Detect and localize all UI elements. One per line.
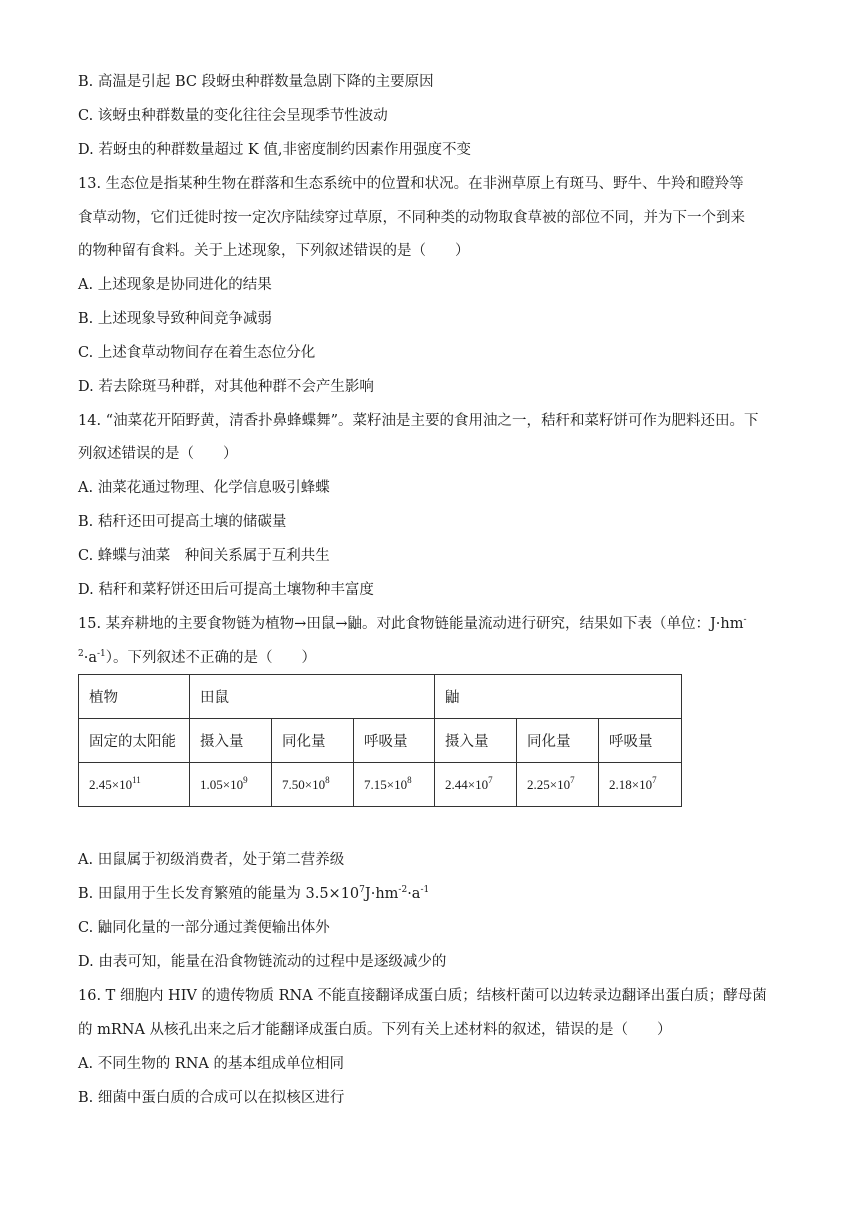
q13-stem-line2: 食草动物，它们迁徙时按一定次序陆续穿过草原，不同种类的动物取食草被的部位不同，并为下一个到来 bbox=[78, 210, 745, 226]
q15-stem-line1: 15. 某弃耕地的主要食物链为植物→田鼠→鼬。对此食物链能量流动进行研究，结果如下表（单位：J·hm- bbox=[78, 615, 747, 632]
value-mouse-assimilation: $7.50\times 10^8$ bbox=[272, 763, 354, 807]
q16-option-a: A. 不同生物的 RNA 的基本组成单位相同 bbox=[78, 1056, 344, 1072]
q15-option-c: C. 鼬同化量的一部分通过粪便输出体外 bbox=[78, 920, 330, 936]
q13-option-b: B. 上述现象导致种间竞争减弱 bbox=[78, 311, 272, 327]
q13-stem-line1: 13. 生态位是指某种生物在群落和生态系统中的位置和状况。在非洲草原上有斑马、野牛、牛羚和瞪羚等 bbox=[78, 176, 744, 192]
table-row bbox=[79, 675, 682, 719]
value-weasel-intake: $2.44\times 10^7$ bbox=[435, 763, 517, 807]
q15-option-d: D. 由表可知，能量在沿食物链流动的过程中是逐级减少的 bbox=[78, 954, 447, 970]
subheader-mouse-assimilation: 同化量 bbox=[272, 719, 354, 763]
q14-stem-line1: 14. “油菜花开陌野黄，清香扑鼻蜂蝶舞”。菜籽油是主要的食用油之一，秸秆和菜籽饼可作为肥料还田。下 bbox=[78, 413, 759, 429]
q15-stem-line2: $^2\cdot a^{-1}$）。下列叙述不正确的是（ ） bbox=[78, 649, 317, 666]
header-field-mouse: 田鼠 bbox=[190, 675, 435, 719]
q16-stem-line1: 16. T 细胞内 HIV 的遗传物质 RNA 不能直接翻译成蛋白质；结核杆菌可以边转录边翻译出蛋白质；酵母菌 bbox=[78, 988, 767, 1004]
header-plant: 植物 bbox=[79, 675, 190, 719]
subheader-fixed-solar: 固定的太阳能 bbox=[79, 719, 190, 763]
value-mouse-intake: $1.05\times 10^9$ bbox=[190, 763, 272, 807]
value-weasel-assimilation: $2.25\times 10^7$ bbox=[517, 763, 599, 807]
subheader-mouse-respiration: 呼吸量 bbox=[354, 719, 435, 763]
value-weasel-respiration: $2.18\times 10^7$ bbox=[599, 763, 682, 807]
value-mouse-respiration: $7.15\times 10^8$ bbox=[354, 763, 435, 807]
q16-option-b: B. 细菌中蛋白质的合成可以在拟核区进行 bbox=[78, 1090, 345, 1106]
q14-option-b: B. 秸秆还田可提高土壤的储碳量 bbox=[78, 514, 287, 530]
q15-option-a: A. 田鼠属于初级消费者，处于第二营养级 bbox=[78, 852, 345, 868]
q13-option-d: D. 若去除斑马种群，对其他种群不会产生影响 bbox=[78, 379, 374, 395]
q12-option-c: C. 该蚜虫种群数量的变化往往会呈现季节性波动 bbox=[78, 108, 388, 124]
value-fixed-solar: $2.45\times 10^{11}$ bbox=[79, 763, 190, 807]
q14-option-a: A. 油菜花通过物理、化学信息吸引蜂蝶 bbox=[78, 480, 330, 496]
subheader-weasel-assimilation: 同化量 bbox=[517, 719, 599, 763]
q13-stem-line3: 的物种留有食料。关于上述现象，下列叙述错误的是（ ） bbox=[78, 243, 470, 259]
q14-option-d: D. 秸秆和菜籽饼还田后可提高土壤物种丰富度 bbox=[78, 582, 374, 598]
subheader-mouse-intake: 摄入量 bbox=[190, 719, 272, 763]
q16-stem-line2: 的 mRNA 从核孔出来之后才能翻译成蛋白质。下列有关上述材料的叙述，错误的是（ ） bbox=[78, 1022, 672, 1038]
q15-option-b: B. 田鼠用于生长发育繁殖的能量为 $3.5\times 10^7J\cdot hm^{-2}\cdot a^{-1}$ bbox=[78, 885, 430, 902]
header-weasel: 鼬 bbox=[435, 675, 682, 719]
q14-option-c: C. 蜂蝶与油菜 种间关系属于互利共生 bbox=[78, 548, 330, 564]
table-row bbox=[79, 763, 682, 807]
q14-stem-line2: 列叙述错误的是（ ） bbox=[78, 446, 238, 462]
energy-flow-table bbox=[78, 674, 682, 807]
subheader-weasel-respiration: 呼吸量 bbox=[599, 719, 682, 763]
q13-option-a: A. 上述现象是协同进化的结果 bbox=[78, 277, 272, 293]
subheader-weasel-intake: 摄入量 bbox=[435, 719, 517, 763]
q12-option-b: B. 高温是引起 BC 段蚜虫种群数量急剧下降的主要原因 bbox=[78, 74, 434, 90]
table-row bbox=[79, 719, 682, 763]
q13-option-c: C. 上述食草动物间存在着生态位分化 bbox=[78, 345, 316, 361]
q12-option-d: D. 若蚜虫的种群数量超过 K 值,非密度制约因素作用强度不变 bbox=[78, 142, 471, 158]
